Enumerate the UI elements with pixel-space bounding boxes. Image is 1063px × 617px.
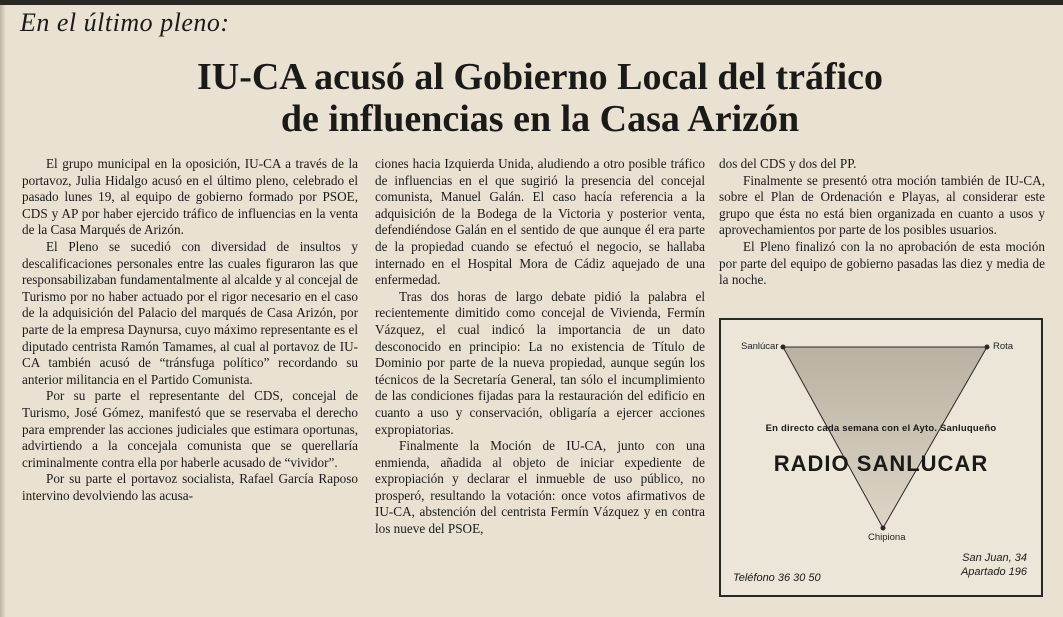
page-edge-shadow [0,5,6,617]
rota-dot [985,345,990,350]
paragraph: El Pleno se sucedió con diversidad de insultos y descalificaciones personales entre las cuales figuraron las que responsabilizaban fundamentalmente al alcalde y al concejal de Turismo por no haber actuado por el rigor necesario en el caso de la adquisición del Palacio del marqués de Casa Arizón, por parte de la empresa Daynursa, cuyo máximo representante es el diputado centrista Ramón Tamames, al cual al portavoz de IU-CA también acusó de “tránsfuga político” recordando su anterior militancia en el Partido Comunista. [22,238,358,387]
paragraph: ciones hacia Izquierda Unida, aludiendo a otro posible tráfico de influencias en el que sugirió la presencia del concejal comunista, Manuel Galán. El caso hacía referencia a la adquisición de la Bodega de la Victoria y posterior venta, defendiéndose Galán en el sentido de que aunque él era parte de la propiedad cuando se efectuó el negocio, se hallaba internado en el Hospital Mora de Cádiz aquejado de una enfermedad. [375,156,705,288]
ad-address-box: Apartado 196 [960,566,1027,578]
paragraph: dos del CDS y dos del PP. [719,156,857,171]
sanlucar-dot [781,345,786,350]
chipiona-dot [881,526,886,531]
paragraph: El Pleno finalizó con la no aprobación de esta moción por parte del equipo de gobierno pasadas las diez y media de la noche. [719,238,1045,288]
top-rule [0,0,1063,5]
ad-address-street: San Juan, 34 [962,552,1027,564]
ad-tagline: En directo cada semana con el Ayto. Sanluqueño [765,423,997,434]
headline [100,56,980,140]
ad-address [961,551,1027,579]
paragraph: Finalmente la Moción de IU-CA, junto con una enmienda, añadida al objeto de iniciar expediente de expropiación y declarar el inmueble de uso público, no prosperó, resultando la votación: once votos afirmativos de IU-CA, abstención del centrista Fermín Vázquez y en contra los nueve del PSOE, [375,438,705,537]
kicker: En el último pleno: [20,8,230,37]
sanlucar-label: Sanlúcar [741,341,779,352]
article-column-3 [719,156,1045,289]
ad-brand: RADIO SANLUCAR [773,451,989,476]
paragraph: Tras dos horas de largo debate pidió la palabra el recientemente dimitido como concejal de Vivienda, Fermín Vázquez, el cual indicó la importancia de un dato desconocido en principio: La no existencia de Título de Dominio por parte de la nueva propiedad, aunque según los técnicos de la Secretaría General, tan sólo el incumplimiento de las condiciones fijadas para la restauración del edificio en cuanto a uso y conservación, obligaría a ejercer acciones expropiatorias. [375,288,705,437]
paragraph: Por su parte el representante del CDS, concejal de Turismo, José Gómez, manifestó que se reservaba el derecho para emprender las acciones judiciales que estimara oportunas, advirtiendo a la concejala comunista que se querellaría criminalmente contra ella por haberle acusado de “vividor”. [22,388,358,470]
article-column-1 [22,156,358,504]
chipiona-label: Chipiona [868,532,906,543]
paragraph: Finalmente se presentó otra moción también de IU-CA, sobre el Plan de Ordenación e Playas, al considerar este grupo que ésta no está bien organizada en cuanto a usos y aprovechamientos por parte de los posibles usuarios. [719,172,1045,238]
radio-sanlucar-ad [719,318,1043,597]
triangle-shape [783,347,987,528]
ad-phone: Teléfono 36 30 50 [733,572,821,584]
paragraph: El grupo municipal en la oposición, IU-CA a través de la portavoz, Julia Hidalgo acusó en el último pleno, celebrado el pasado lunes 19, al equipo de gobierno formado por PSOE, CDS y AP por haber ejercido tráfico de influencias en la venta de la Casa Marqués de Arizón. [22,156,358,238]
article-column-2 [375,156,705,538]
headline-line-2: de influencias en la Casa Arizón [280,98,800,140]
rota-label: Rota [993,341,1014,352]
paragraph: Por su parte el portavoz socialista, Rafael García Raposo intervino devolviendo las acusa- [22,471,358,503]
headline-line-1: IU-CA acusó al Gobierno Local del tráfico [196,56,884,98]
